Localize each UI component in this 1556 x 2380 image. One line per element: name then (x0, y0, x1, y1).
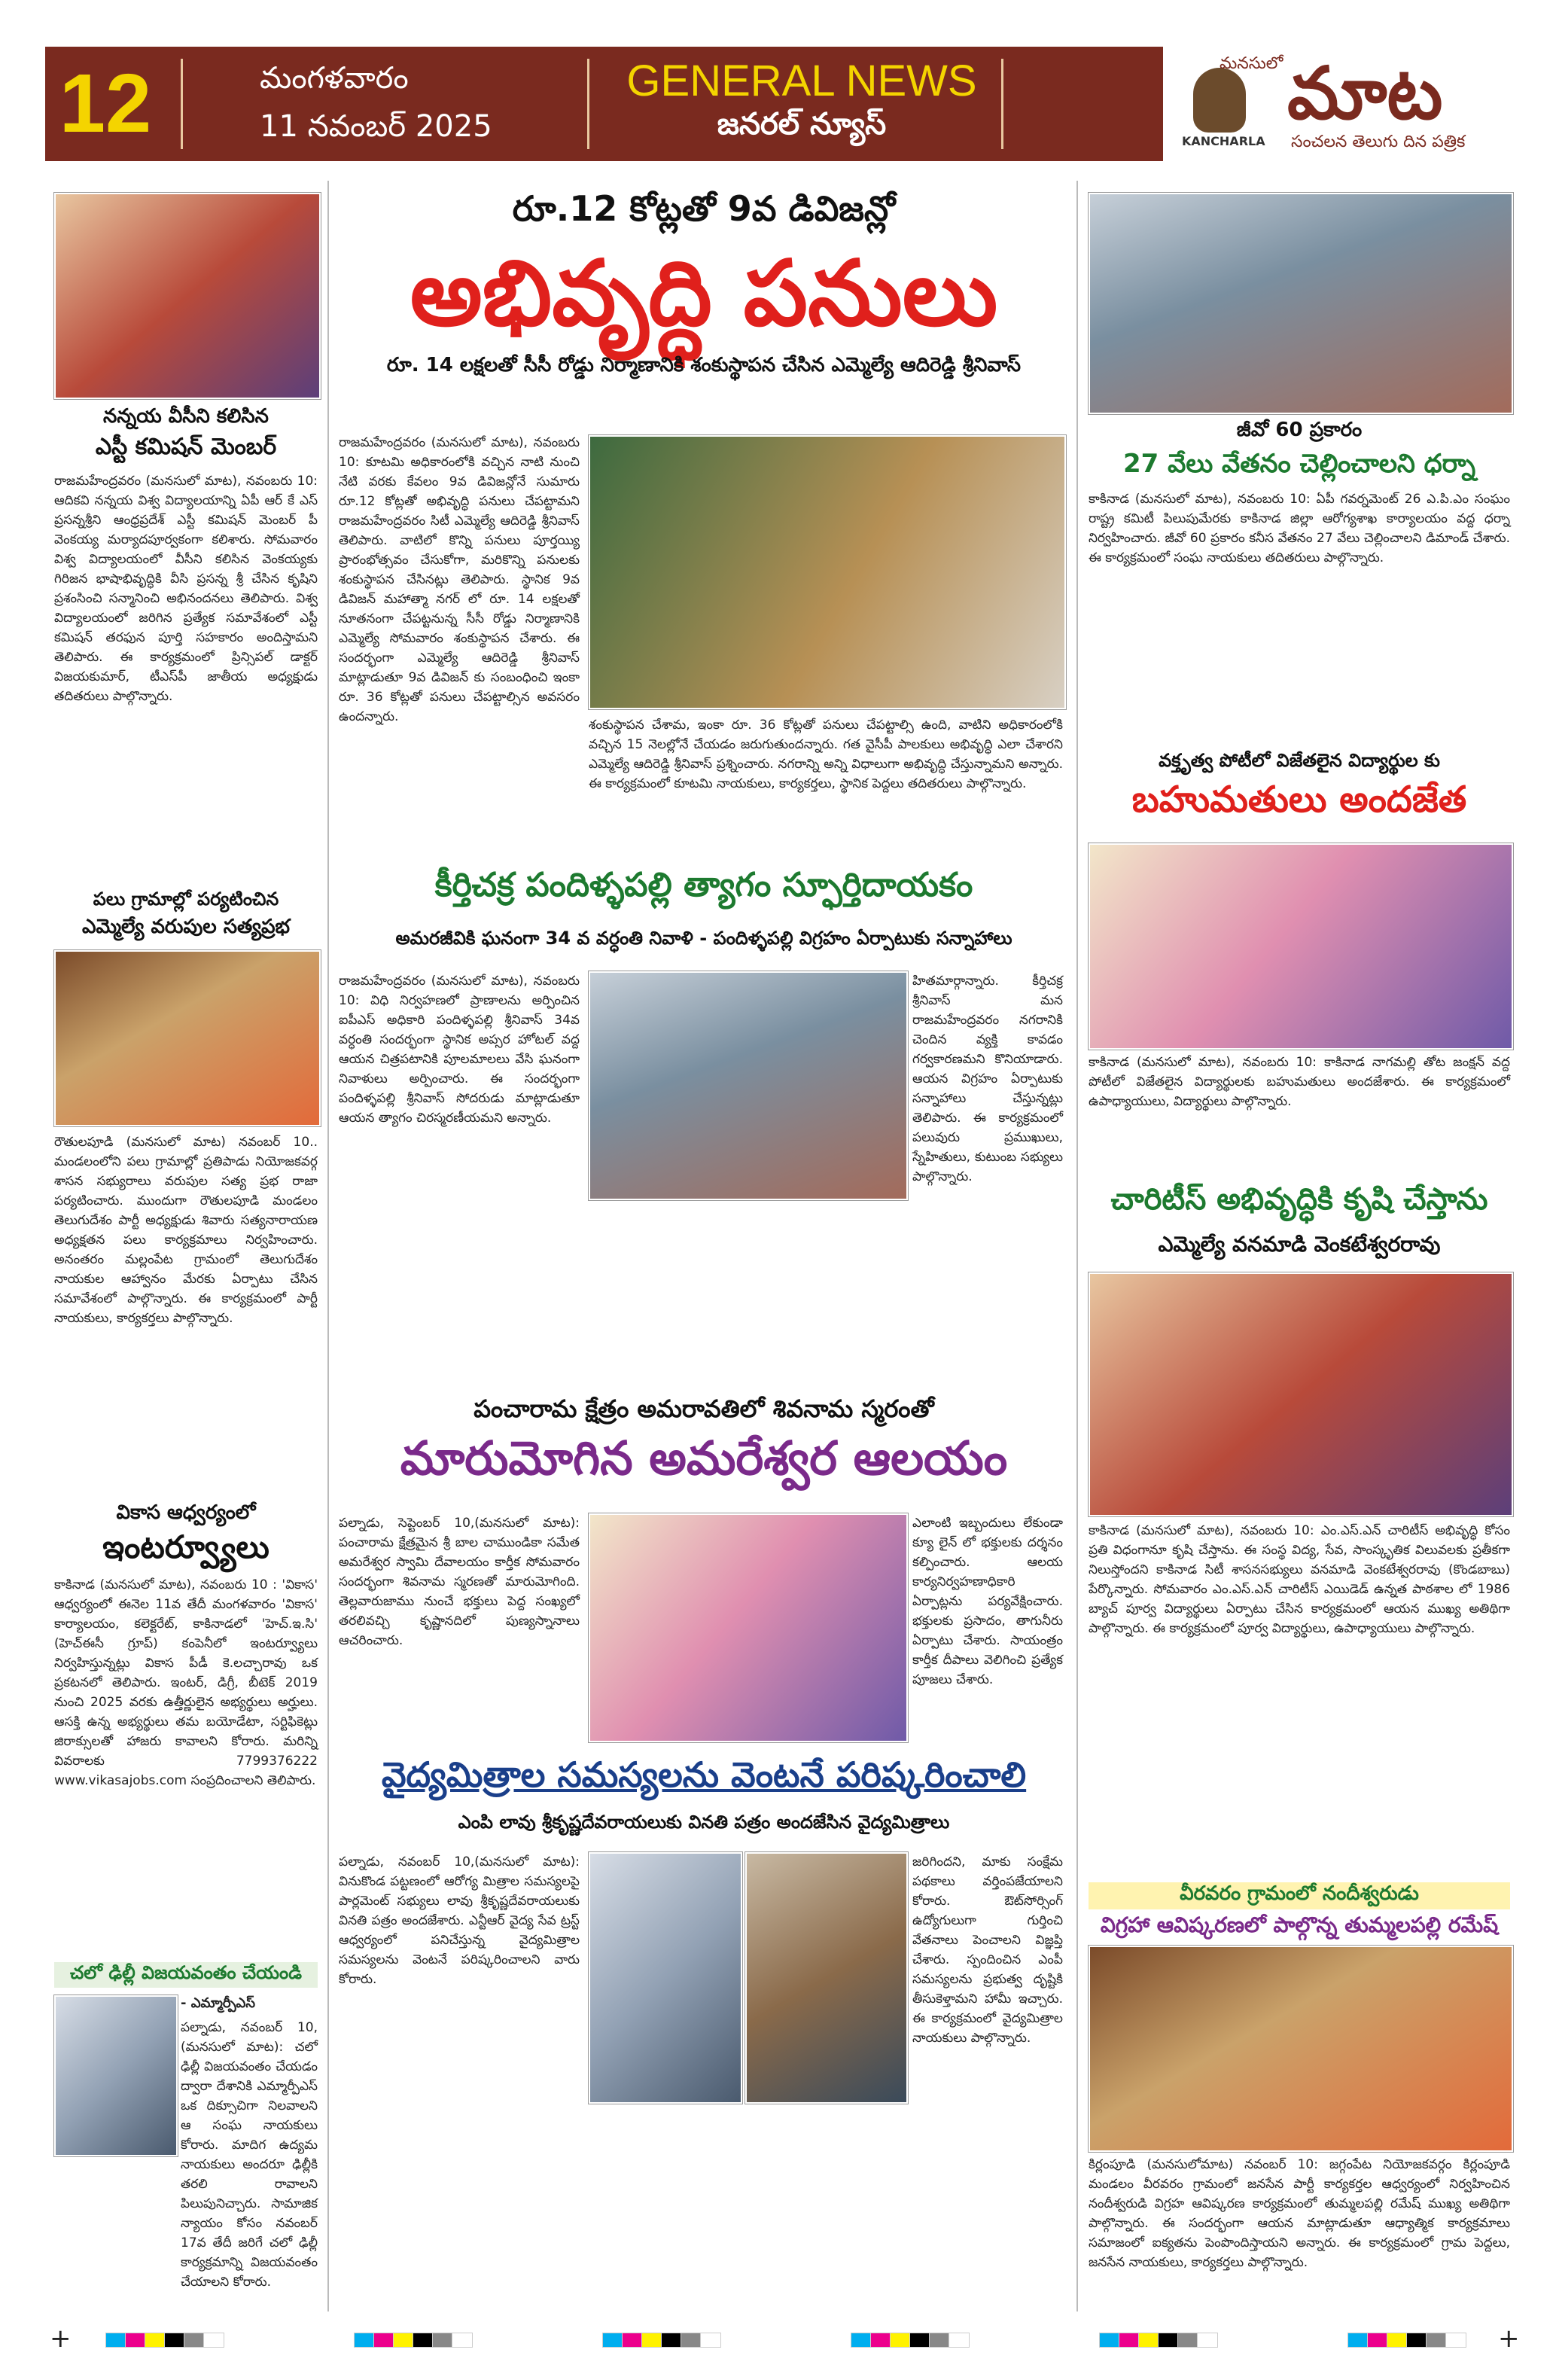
registration-swatch (1347, 2333, 1369, 2348)
registration-swatch (413, 2333, 434, 2348)
registration-swatch (1138, 2333, 1159, 2348)
photo-health-workers (745, 1852, 908, 2104)
story-body: రౌతులపూడి (మనసులో మాట) నవంబర్ 10.. మండలంలోని పలు గ్రామాల్లో ప్రతిపాడు నియోజకవర్గ శాసన సభ్యురాలు వరుపుల సత్య ప్రభ రాజా పర్యటించారు. ముందుగా రౌతులపూడి మండలం తెలుగుదేశం పార్టీ అధ్యక్షుడు శివారు సత్యనారాయణ అధ్యక్షతన పలు కార్యక్రమాలు నిర్వహించారు. అనంతరం మల్లంపేట గ్రామంలో తెలుగుదేశం నాయకుల ఆహ్వానం మేరకు ఏర్పాటు చేసిన సమావేశంలో పాల్గొన్నారు. ఈ కార్యక్రమంలో పార్టీ నాయకులు, కార్యకర్తలు పాల్గొన్నారు. (54, 1135, 318, 1326)
story-title: ఎస్టీ కమిషన్ మెంబర్ (95, 434, 277, 460)
registration-swatch (1406, 2333, 1427, 2348)
registration-swatch (452, 2333, 473, 2348)
logo-wordmark: మాట (1287, 51, 1443, 136)
section-title-te: జనరల్ న్యూస్ (717, 107, 887, 142)
registration-swatch (641, 2333, 662, 2348)
masthead-divider (181, 59, 183, 149)
story-headline: విగ్రహా ఆవిష్కరణలో పాల్గొన్న తుమ్మలపల్లి రమేష్ (1100, 1912, 1499, 1937)
story-headline: కీర్తిచక్ర పందిళ్ళపల్లి త్యాగం స్ఫూర్తిదాయకం (434, 866, 973, 904)
registration-swatch (890, 2333, 911, 2348)
story-body: కాకినాడ (మనసులో మాట), నవంబరు 10: ఏపీ గవర్నమెంట్ 26 ఎ.పి.ఎం సంఘం రాష్ట్ర కమిటీ పిలుపుమేరకు కాకినాడ జిల్లా ఆరోగ్యశాఖ కార్యాలయం వద్ద ధర్నా నిర్వహించారు. జీవో 60 ప్రకారం కనీస వేతనం 27 వేలు చెల్లించాలని డిమాండ్ చేశారు. ఈ కార్యక్రమంలో సంఘ నాయకులు తదితరులు పాల్గొన్నారు. (1089, 492, 1510, 565)
registration-swatch (203, 2333, 224, 2348)
column-rule (1076, 181, 1078, 2311)
masthead-divider (1001, 59, 1003, 149)
story-body: పల్నాడు, నవంబర్ 10,(మనసులో మాట): వినుకొండ పట్టణంలో ఆరోగ్య మిత్రాల సమస్యలపై పార్లమెంట్ సభ్యులు లావు శ్రీకృష్ణదేవరాయలుకు వినతి పత్రం అందజేశారు. ఎన్టీఆర్ వైద్య సేవ ట్రస్ట్ ఆధ్వర్యంలో పనిచేస్తున్న వైద్యమిత్రాల సమస్యలను వెంటనే పరిష్కరించాలని వారు కోరారు. (339, 1854, 580, 1987)
photo-prize-winners (1089, 843, 1513, 1050)
masthead-date: 11 నవంబర్ 2025 (260, 109, 492, 144)
lead-headline: అభివృద్ధి పనులు (410, 242, 998, 346)
registration-swatch (1158, 2333, 1179, 2348)
story-title: ఇంటర్వ్యూలు (102, 1528, 269, 1565)
lead-kicker: రూ.12 కోట్లతో 9వ డివిజన్లో (512, 188, 896, 229)
story-body: ఎలాంటి ఇబ్బందులు లేకుండా క్యూ లైన్ లో భక్తులకు దర్శనం కల్పించారు. ఆలయ కార్యనిర్వహణాధికారి ఏర్పాట్లను పర్యవేక్షించారు. భక్తులకు ప్రసాదం, తాగునీరు ఏర్పాటు చేశారు. సాయంత్రం కార్తీక దీపాలు వెలిగించి ప్రత్యేక పూజలు చేశారు. (912, 1516, 1063, 1687)
registration-swatch (681, 2333, 702, 2348)
registration-swatch (870, 2333, 891, 2348)
story-body: కాకినాడ (మనసులో మాట), నవంబరు 10: ఎం.ఎస్.ఎన్ చారిటీస్ అభివృద్ధి కోసం ప్రతి విధంగానూ కృషి చేస్తాను. ఈ సంస్థ విద్య, సేవ, సాంస్కృతిక విలువలకు ప్రతీకగా నిలుస్తోందని కాకినాడ సిటీ శాసనసభ్యులు వనమాడి వెంకటేశ్వరరావు (కొండబాబు) పేర్కొన్నారు. సోమవారం ఎం.ఎస్.ఎన్ చారిటీస్ ఎయిడెడ్ ఉన్నత పాఠశాల లో 1986 బ్యాచ్ పూర్వ విద్యార్థులు ఏర్పాటు చేసిన కార్యక్రమంలో ఆయన ముఖ్య అతిథిగా పాల్గొన్నారు. ఈ కార్యక్రమంలో పూర్వ విద్యార్థులు, ఉపాధ్యాయులు పాల్గొన్నారు. (1089, 1523, 1510, 1636)
story-headline: వైద్యమిత్రాల సమస్యలను వెంటనే పరిష్కరించాలి (381, 1754, 1027, 1795)
page-number: 12 (59, 57, 152, 150)
story-kicker: పంచారామ క్షేత్రం అమరావతిలో శివనామ స్మరంతో (473, 1394, 934, 1423)
registration-swatch (622, 2333, 643, 2348)
story-title: నన్నయ వీసీని కలిసిన (103, 405, 269, 428)
masthead-divider (587, 59, 589, 149)
registration-swatch (1426, 2333, 1447, 2348)
logo-small-text: మనసులో (1220, 54, 1283, 73)
registration-swatch (1367, 2333, 1388, 2348)
story-deck: ఎంపి లావు శ్రీకృష్ణదేవరాయలుకు వినతి పత్రం అందజేసిన వైద్యమిత్రాలు (458, 1812, 950, 1833)
story-deck: ఎమ్మెల్యే వనమాడి వెంకటేశ్వరరావు (1158, 1232, 1441, 1257)
registration-swatch (164, 2333, 185, 2348)
story-body: శంకుస్థాపన చేశామ, ఇంకా రూ. 36 కోట్లతో పనులు చేపట్టాల్సి ఉంది, వాటిని అధికారంలోకి వచ్చిన 15 నెలల్లోనే చేయడం జరుగుతుందన్నారు. గత వైసీపీ పాలకులు అభివృద్ధి ఎలా చేశారని ఎమ్మెల్యే ఆదిరెడ్డి శ్రీనివాస్ ప్రశ్నించారు. నగరాన్ని అన్ని విధాలుగా అభివృద్ధి చేస్తున్నామని అన్నారు. ఈ కార్యక్రమంలో కూటమి నాయకులు, కార్యకర్తలు, స్థానిక పెద్దలు తదితరులు పాల్గొన్నారు. (589, 718, 1063, 791)
registration-swatch (1387, 2333, 1408, 2348)
registration-swatch (432, 2333, 453, 2348)
registration-swatch (1177, 2333, 1198, 2348)
column-rule (327, 181, 329, 2311)
story-body: కాకినాడ (మనసులో మాట), నవంబరు 10 : 'వికాస' ఆధ్వర్యంలో ఈనెల 11వ తేదీ మంగళవారం 'వికాస' కార్యాలయం, కలెక్టరేట్, కాకినాడలో 'హెచ్.ఇ.సి' (హెచ్ఈసీ గ్రూప్) కంపెనీలో ఇంటర్వ్యూలు నిర్వహిస్తున్నట్లు వికాస పీడీ కె.లచ్చారావు ఒక ప్రకటనలో తెలిపారు. ఇంటర్, డిగ్రీ, బీటెక్ 2019 నుంచి 2025 వరకు ఉత్తీర్ణులైన అభ్యర్థులు అర్హులు. ఆసక్తి ఉన్న అభ్యర్థులు తమ బయోడేటా, సర్టిఫికెట్లు జిరాక్సులతో హాజరు కావాలని కోరారు. మరిన్ని వివరాలకు 7799376222 www.vikasajobs.com సంప్రదించాలని తెలిపారు. (54, 1577, 318, 1788)
story-body: కిర్లంపూడి (మనసులోమాట) నవంబర్ 10: జగ్గంపేట నియోజకవర్గం కిర్లంపూడి మండలం వీరవరం గ్రామంలో జనసేన పార్టీ కార్యకర్తల ఆధ్వర్యంలో నిర్వహించిన నందీశ్వరుడి విగ్రహ ఆవిష్కరణ కార్యక్రమంలో తుమ్మలపల్లి రమేష్ ముఖ్య అతిథిగా పాల్గొన్నారు. ఈ సందర్భంగా ఆయన మాట్లాడుతూ ఆధ్యాత్మిక కార్యక్రమాలు సమాజంలో ఐక్యతను పెంపొందిస్తాయని అన్నారు. ఈ కార్యక్రమంలో గ్రామ పెద్దలు, జనసేన నాయకులు, కార్యకర్తలు పాల్గొన్నారు. (1089, 2157, 1510, 2270)
registration-swatch (354, 2333, 375, 2348)
photo-foundation-stone (589, 435, 1066, 709)
registration-swatch (909, 2333, 930, 2348)
story-deck: అమరజీవికి ఘనంగా 34 వ వర్ధంతి నివాళి - పందిళ్ళపల్లి విగ్రహం ఏర్పాటుకు సన్నాహాలు (395, 928, 1012, 949)
registration-swatch (929, 2333, 950, 2348)
story-body: రాజమహేంద్రవరం (మనసులో మాట), నవంబరు 10: విధి నిర్వహణలో ప్రాణాలను అర్పించిన ఐపీఎస్ అధికారి పందిళ్ళపల్లి శ్రీనివాస్ 34వ వర్ధంతి సందర్భంగా స్థానిక అప్సర హోటల్ వద్ద ఆయన చిత్రపటానికి పూలమాలలు వేసి ఘనంగా నివాళులు అర్పించారు. ఈ సందర్భంగా పందిళ్ళపల్లి శ్రీనివాస్ సోదరుడు మాట్లాడుతూ ఆయన త్యాగం చిరస్మరణీయమని అన్నారు. (339, 974, 580, 1126)
registration-swatch (184, 2333, 205, 2348)
registration-swatch (949, 2333, 970, 2348)
story-headline: బహుమతులు అందజేత (1131, 779, 1467, 821)
story-body: కాకినాడ (మనసులో మాట), నవంబరు 10: కాకినాడ నాగమల్లి తోట జంక్షన్ వద్ద పోటీలో విజేతలైన విద్యార్థులకు బహుమతులు అందజేశారు. ఈ కార్యక్రమంలో ఉపాధ్యాయులు, విద్యార్థులు పాల్గొన్నారు. (1089, 1055, 1510, 1109)
registration-swatch (1099, 2333, 1120, 2348)
section-title-en: GENERAL NEWS (626, 56, 977, 105)
story-kicker: వక్తృత్వ పోటీలో విజేతలైన విద్యార్థుల కు (1159, 750, 1440, 771)
story-kicker: జీవో 60 ప్రకారం (1236, 419, 1363, 441)
story-body: రాజమహేంద్రవరం (మనసులో మాట), నవంబరు 10: ఆదికవి నన్నయ విశ్వ విద్యాలయాన్ని ఏపీ ఆర్ కే ఎస్ ప్రసన్నశ్రీని ఆంధ్రప్రదేశ్ ఎస్టీ కమిషన్ మెంబర్ పీ వెంకయ్య మర్యాదపూర్వకంగా కలిశారు. సోమవారం విశ్వ విద్యాలయంలో వీసీని కలిసిన వెంకయ్యకు గిరిజన భాషాభివృద్ధికి వీసి ప్రసన్న శ్రీ చేసిన కృషిని ప్రశంసించి సన్మానించి అభినందనలు తెలిపారు. విశ్వ విద్యాలయంలో జరిగిన ప్రత్యేక సమావేశంలో ఎస్టీ కమిషన్ తరఫున పూర్తి సహకారం అందిస్తామని తెలిపారు. ఈ కార్యక్రమంలో ప్రిన్సిపల్ డాక్టర్ విజయకుమార్, టీఎస్‌పీ జాతీయ అధ్యక్షుడు తదితరులు పాల్గొన్నారు. (54, 474, 318, 704)
logo-tagline: సంచలన తెలుగు దిన పత్రిక (1291, 133, 1466, 151)
registration-swatch (602, 2333, 623, 2348)
story-body: జరిగిందని, మాకు సంక్షేమ పథకాలు వర్తింపజేయాలని కోరారు. ఔట్‌సోర్సింగ్ ఉద్యోగులుగా గుర్తించి వేతనాలు పెంచాలని విజ్ఞప్తి చేశారు. స్పందించిన ఎంపీ సమస్యలను ప్రభుత్వ దృష్టికి తీసుకెళ్తామని హామీ ఇచ్చారు. ఈ కార్యక్రమంలో వైద్యమిత్రాల నాయకులు పాల్గొన్నారు. (912, 1854, 1063, 2046)
story-title: వికాస ఆధ్వర్యంలో (116, 1501, 256, 1524)
registration-swatch (851, 2333, 872, 2348)
registration-mark-icon: + (50, 2324, 72, 2354)
registration-swatch (1445, 2333, 1466, 2348)
founder-portrait-icon (1193, 68, 1246, 133)
registration-swatch (125, 2333, 146, 2348)
photo-vc-meeting (54, 193, 321, 399)
photo-dharna (1089, 193, 1513, 414)
story-body: హితమార్గాన్నారు. కీర్తిచక్ర శ్రీనివాస్ మన రాజమహేంద్రవరం నగరానికి చెందిన వ్యక్తి కావడం గర్వకారణమని కొనియాడారు. ఆయన విగ్రహం ఏర్పాటుకు సన్నాహాలు చేస్తున్నట్లు తెలిపారు. ఈ కార్యక్రమంలో పలువురు ప్రముఖులు, స్నేహితులు, కుటుంబ సభ్యులు పాల్గొన్నారు. (912, 974, 1063, 1184)
lead-deck: రూ. 14 లక్షలతో సీసీ రోడ్డు నిర్మాణానికి శంకుస్థాపన చేసిన ఎమ్మెల్యే ఆదిరెడ్డి శ్రీనివాస్ (386, 354, 1022, 376)
registration-swatch (145, 2333, 166, 2348)
registration-mark-icon: + (1498, 2324, 1520, 2354)
registration-swatch (700, 2333, 721, 2348)
photo-tribute (589, 971, 908, 1200)
registration-swatch (393, 2333, 414, 2348)
photo-nandi-statue (1089, 1946, 1513, 2152)
story-kicker: వీరవరం గ్రామంలో నందీశ్వరుడు (1089, 1882, 1510, 1909)
story-body: రాజమహేంద్రవరం (మనసులో మాట), నవంబరు 10: కూటమి అధికారంలోకి వచ్చిన నాటి నుంచి నేటి వరకు కేవలం 9వ డివిజన్లోనే సుమారు రూ.12 కోట్లతో అభివృద్ధి పనులు చేపట్టామని రాజమహేంద్రవరం సిటీ ఎమ్మెల్యే ఆదిరెడ్డి శ్రీనివాస్ తెలిపారు. వాటిలో కొన్ని పనులు పూర్తయ్యి ప్రారంభోత్సవం చేసుకోగా, మరికొన్ని పనులకు శంకుస్థాపన చేసినట్లు తెలిపారు. స్థానిక 9వ డివిజన్ మహాత్మా నగర్ లో రూ. 14 లక్షలతో నూతనంగా చేపట్టనున్న సీసీ రోడ్డు నిర్మాణానికి ఎమ్మెల్యే సోమవారం శంకుస్థాపన చేశారు. ఈ సందర్భంగా ఎమ్మెల్యే ఆదిరెడ్డి శ్రీనివాస్ మాట్లాడుతూ 9వ డివిజన్ కు సంబంధించి ఇంకా రూ. 36 కోట్లతో పనులు చేపట్టాల్సిన అవసరం ఉందన్నారు. (339, 435, 580, 724)
story-title: ఎమ్మెల్యే వరుపుల సత్యప్రభ (81, 916, 291, 938)
story-byline: - ఎమ్మార్పీఎస్ (181, 1995, 255, 2011)
story-headline: మారుమోగిన అమరేశ్వర ఆలయం (400, 1431, 1008, 1486)
photo-mla-tour (54, 950, 321, 1126)
story-headline: 27 వేలు వేతనం చెల్లించాలని ధర్నా (1123, 449, 1475, 479)
masthead-day: మంగళవారం (260, 61, 409, 96)
registration-swatch (1119, 2333, 1140, 2348)
story-body: పల్నాడు, నవంబర్ 10,(మనసులో మాట): చలో ఢిల్లీ విజయవంతం చేయడం ద్వారా దేశానికి ఎమ్మార్పీఎస్ ఒక దిక్సూచిగా నిలవాలని ఆ సంఘ నాయకులు కోరారు. మాదిగ ఉద్యమ నాయకులు అందరూ ఢిల్లీకి తరలి రావాలని పిలుపునిచ్చారు. సామాజిక న్యాయం కోసం నవంబర్ 17వ తేదీ జరిగే చలో ఢిల్లీ కార్యక్రమాన్ని విజయవంతం చేయాలని కోరారు. (181, 2020, 318, 2290)
photo-charities-event (1089, 1272, 1513, 1516)
registration-swatch (661, 2333, 682, 2348)
story-body: పల్నాడు, సెప్టెంబర్ 10,(మనసులో మాట): పంచారామ క్షేత్రమైన శ్రీ బాల చాముండికా సమేత అమరేశ్వర స్వామి దేవాలయం కార్తీక సోమవారం సందర్భంగా శివనామ స్మరణతో మారుమోగింది. తెల్లవారుజాము నుంచే భక్తులు పెద్ద సంఖ్యలో తరలివచ్చి కృష్ణానదిలో పుణ్యస్నానాలు ఆచరించారు. (339, 1516, 580, 1648)
registration-swatch (1197, 2333, 1218, 2348)
photo-mrps-leader (54, 1995, 178, 2156)
story-headline: చారిటీస్ అభివృద్ధికి కృషి చేస్తాను (1110, 1182, 1488, 1217)
photo-temple (589, 1513, 908, 1742)
registration-swatch (105, 2333, 126, 2348)
story-title: చలో ఢిల్లీ విజయవంతం చేయండి (54, 1962, 318, 1988)
logo-brand: KANCHARLA (1182, 134, 1265, 148)
story-title: పలు గ్రామాల్లో పర్యటించిన (93, 888, 279, 910)
registration-swatch (373, 2333, 394, 2348)
photo-mp-petition (589, 1852, 742, 2104)
